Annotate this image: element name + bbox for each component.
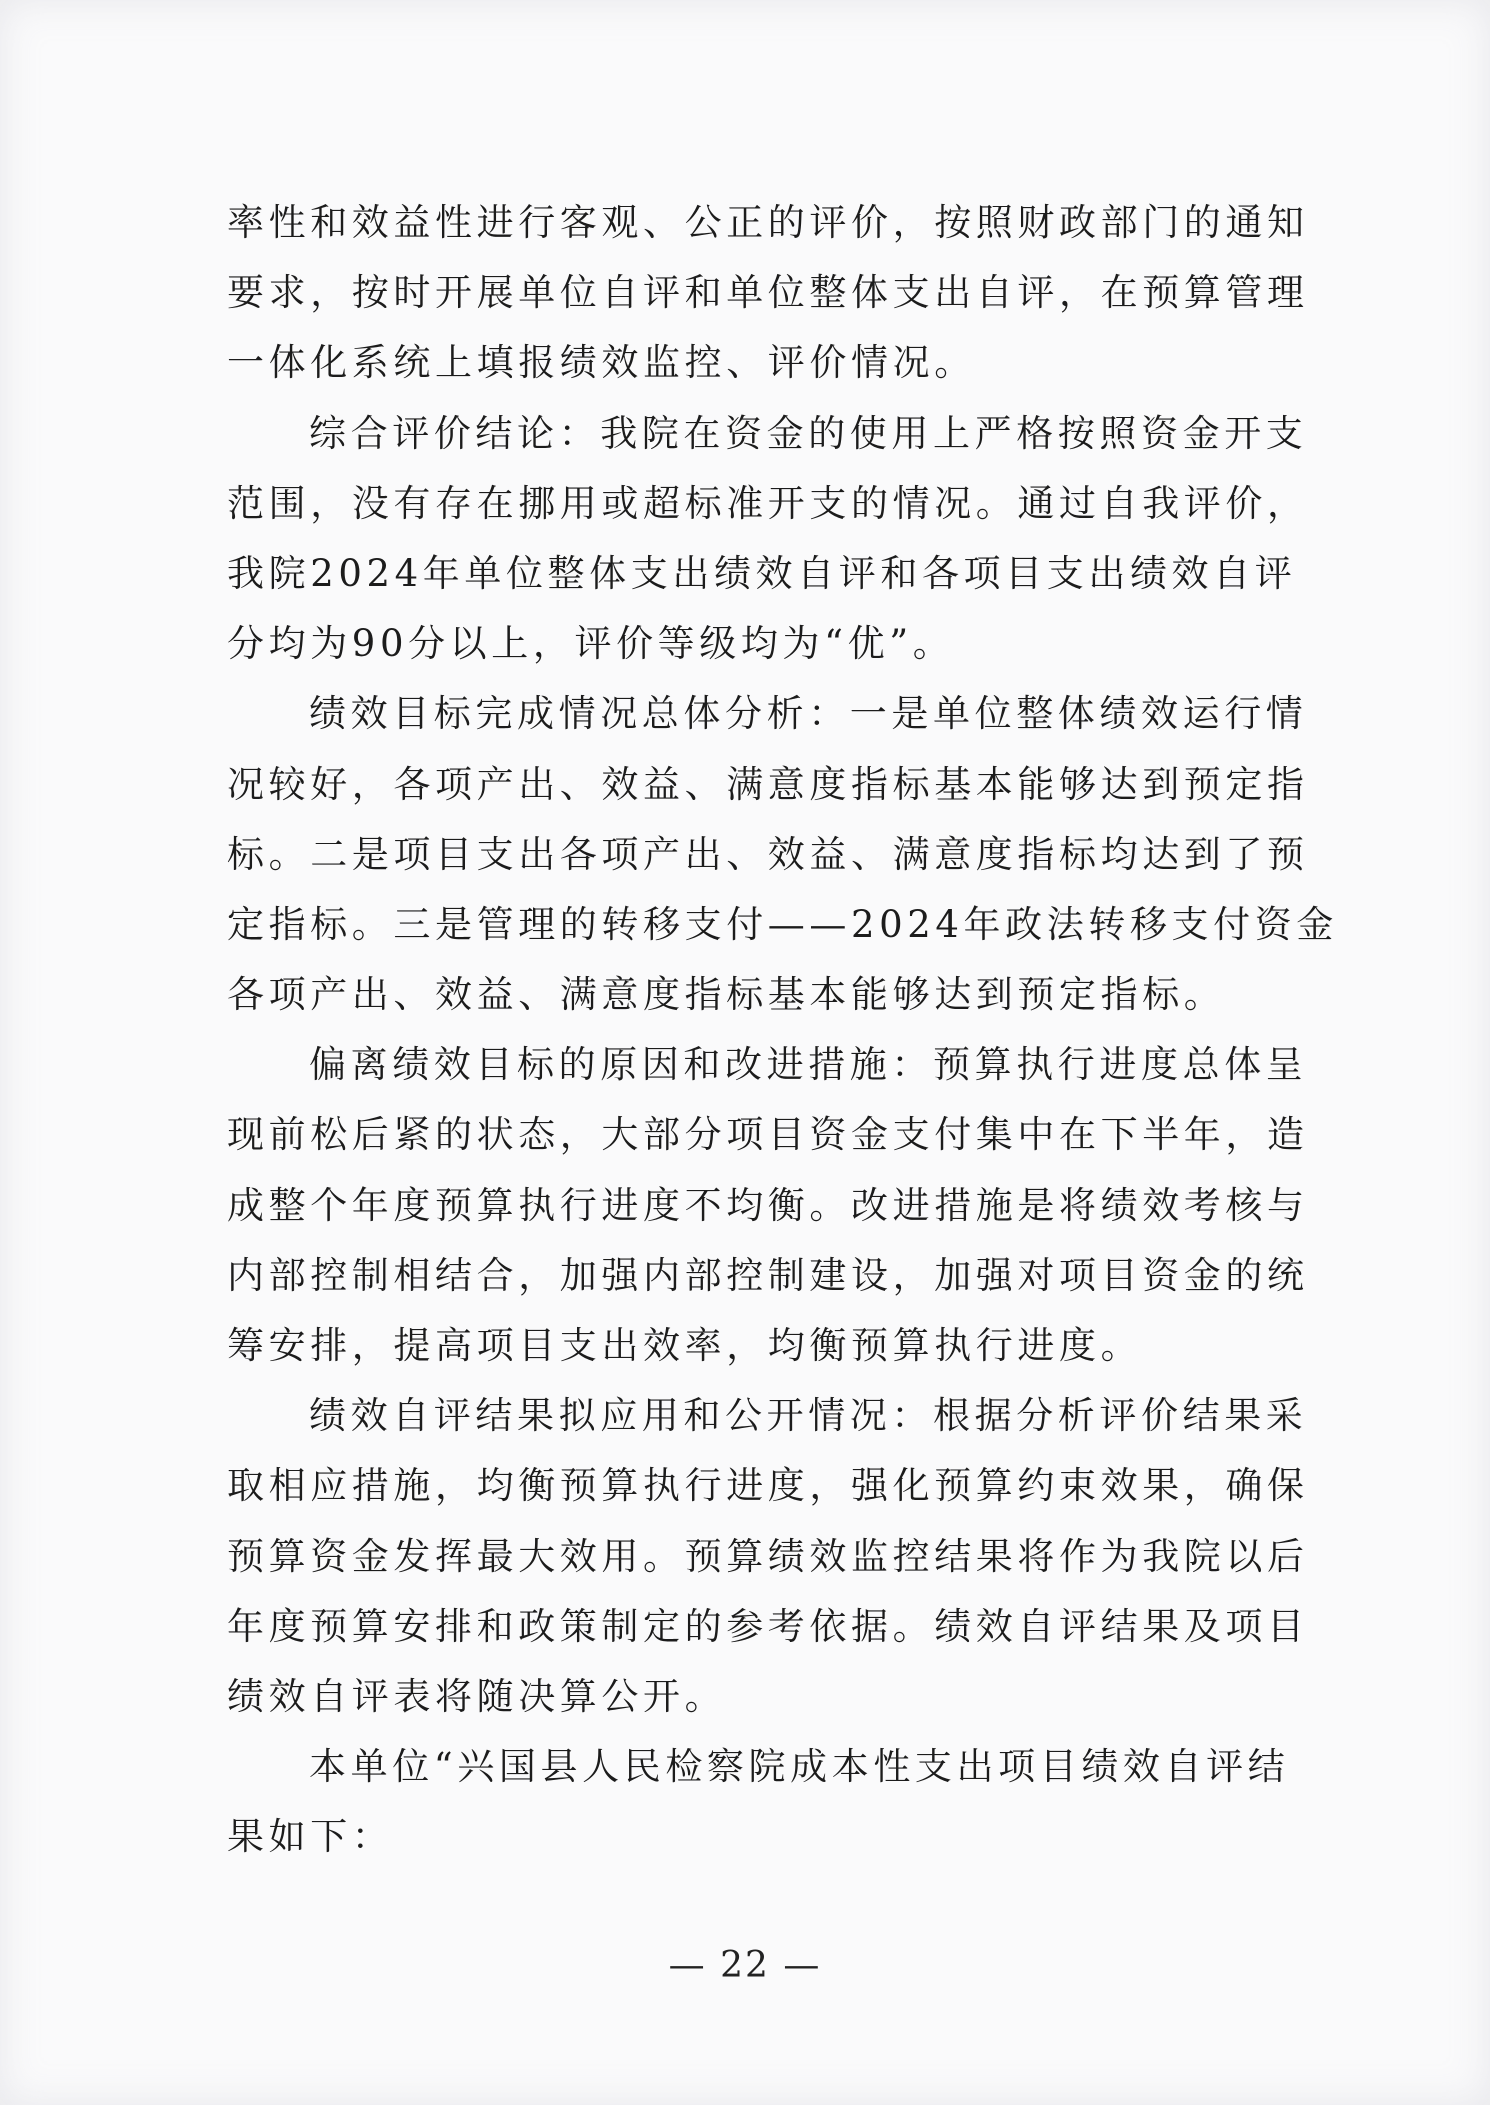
paragraph-5-line-2: 取相应措施，均衡预算执行进度，强化预算约束效果，确保: [227, 1464, 1309, 1508]
paragraph-2-line-3: 我院2024年单位整体支出绩效自评和各项目支出绩效自评: [227, 551, 1297, 595]
paragraph-2-line-1: 综合评价结论：我院在资金的使用上严格按照资金开支: [309, 411, 1308, 455]
paragraph-5-line-5: 绩效自评表将随决算公开。: [227, 1674, 727, 1718]
paragraph-5-line-3: 预算资金发挥最大效用。预算绩效监控结果将作为我院以后: [227, 1534, 1309, 1578]
paragraph-3-line-2: 况较好，各项产出、效益、满意度指标基本能够达到预定指: [227, 762, 1309, 806]
paragraph-4-line-5: 筹安排，提高项目支出效率，均衡预算执行进度。: [227, 1324, 1143, 1367]
paragraph-1-line-3: 一体化系统上填报绩效监控、评价情况。: [227, 341, 976, 385]
paragraph-3-line-5: 各项产出、效益、满意度指标基本能够达到预定指标。: [227, 973, 1226, 1017]
paragraph-1-line-2: 要求，按时开展单位自评和单位整体支出自评，在预算管理: [227, 271, 1309, 315]
paragraph-3-line-1: 绩效目标完成情况总体分析：一是单位整体绩效运行情: [309, 692, 1308, 736]
paragraph-6-line-1: 本单位“兴国县人民检察院成本性支出项目绩效自评结: [309, 1745, 1290, 1789]
paragraph-3-line-3: 标。二是项目支出各项产出、效益、满意度指标均达到了预: [227, 832, 1309, 876]
paragraph-2-line-2: 范围，没有存在挪用或超标准开支的情况。通过自我评价，: [227, 481, 1309, 525]
document-body: [227, 188, 1338, 1873]
paragraph-4-line-3: 成整个年度预算执行进度不均衡。改进措施是将绩效考核与: [227, 1183, 1309, 1227]
paragraph-2-line-4: 分均为90分以上，评价等级均为“优”。: [227, 622, 955, 666]
paragraph-5-line-4: 年度预算安排和政策制定的参考依据。绩效自评结果及项目: [227, 1604, 1309, 1648]
paragraph-3-line-4: 定指标。三是管理的转移支付——2024年政法转移支付资金: [227, 902, 1338, 946]
paragraph-4-line-2: 现前松后紧的状态，大部分项目资金支付集中在下半年，造: [227, 1113, 1309, 1157]
paragraph-4-line-1: 偏离绩效目标的原因和改进措施：预算执行进度总体呈: [309, 1043, 1308, 1087]
paragraph-4-line-4: 内部控制相结合，加强内部控制建设，加强对项目资金的统: [227, 1253, 1309, 1297]
paragraph-5-line-1: 绩效自评结果拟应用和公开情况：根据分析评价结果采: [309, 1394, 1308, 1438]
paragraph-6-line-2: 果如下：: [227, 1815, 394, 1859]
page-number: — 22 —: [668, 1945, 822, 1986]
paragraph-1-line-1: 率性和效益性进行客观、公正的评价，按照财政部门的通知: [227, 201, 1309, 244]
